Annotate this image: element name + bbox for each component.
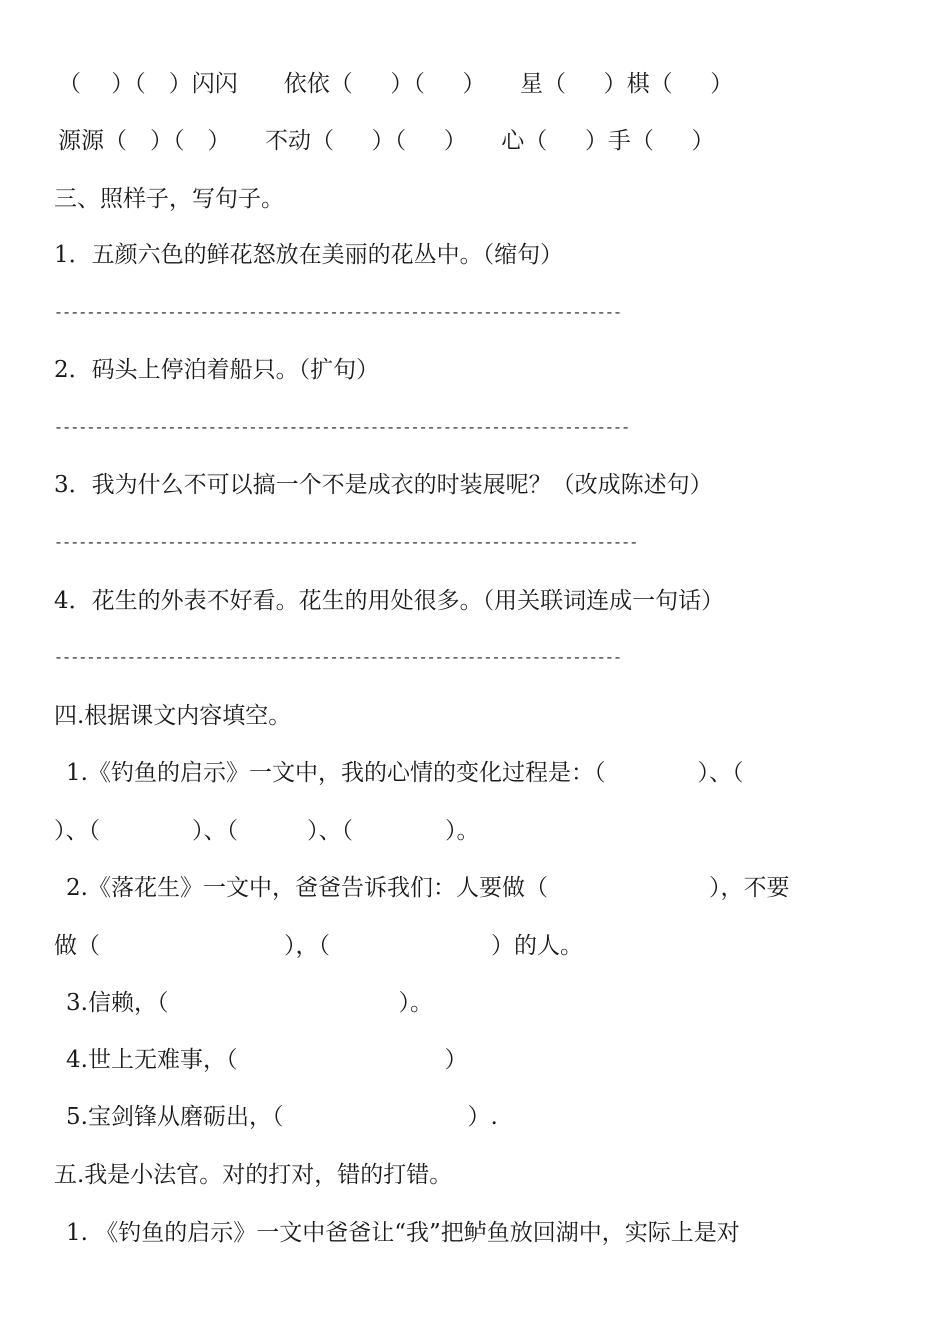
section-5-heading: 五.我是小法官。对的打对，错的打错。	[54, 1162, 453, 1188]
answer-line-1: ----------------------------------------------------------------------	[54, 305, 622, 322]
section-4-question-3: 3.信赖，（ ）。	[66, 990, 433, 1016]
section-4-question-2-line-2: 做（ ），（ ）的人。	[54, 933, 583, 959]
section-4-heading: 四.根据课文内容填空。	[54, 703, 292, 729]
answer-line-3: ------------------------------------------------------------------------	[54, 535, 638, 552]
idiom-row-1: （ ）（ ）闪闪 依依（ ）（ ） 星（ ）棋（ ）	[58, 71, 734, 97]
section-3-question-4: 4．花生的外表不好看。花生的用处很多。（用关联词连成一句话）	[54, 588, 725, 614]
answer-line-2: -----------------------------------------------------------------------	[54, 420, 630, 437]
section-5-question-1-line-1: 1. 《钓鱼的启示》一文中爸爸让“我”把鲈鱼放回湖中，实际上是对	[66, 1220, 740, 1246]
section-4-question-5: 5.宝剑锋从磨砺出，（ ）.	[66, 1104, 498, 1130]
answer-line-4: ----------------------------------------------------------------------	[54, 650, 622, 667]
section-3-question-3: 3．我为什么不可以搞一个不是成衣的时装展呢？（改成陈述句）	[54, 472, 713, 498]
section-3-heading: 三、照样子，写句子。	[54, 186, 284, 212]
section-4-question-2-line-1: 2.《落花生》一文中，爸爸告诉我们：人要做（ ），不要	[66, 875, 790, 901]
section-4-question-1-line-2: ）、（ ）、（ ）、（ ）。	[54, 818, 480, 844]
section-3-question-1: 1．五颜六色的鲜花怒放在美丽的花丛中。（缩句）	[54, 242, 564, 268]
section-4-question-4: 4.世上无难事，（ ）	[66, 1047, 468, 1073]
section-3-question-2: 2．码头上停泊着船只。（扩句）	[54, 357, 380, 383]
idiom-row-2: 源源（ ）（ ） 不动（ ）（ ） 心（ ）手（ ）	[58, 128, 715, 154]
section-4-question-1-line-1: 1.《钓鱼的启示》一文中，我的心情的变化过程是：（ ）、（	[66, 760, 744, 786]
